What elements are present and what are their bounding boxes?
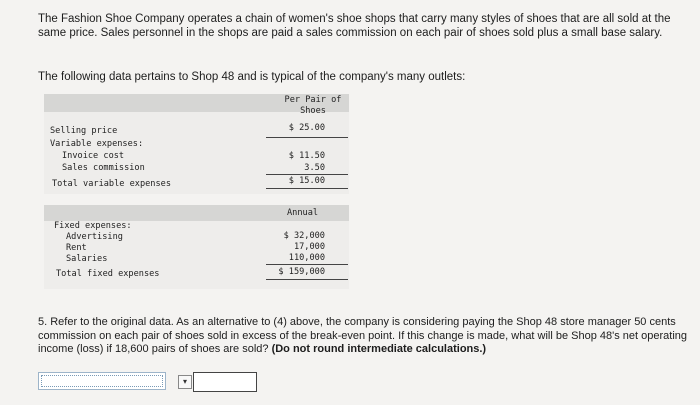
advertising-label: Advertising: [66, 232, 123, 242]
answer-row: [38, 372, 213, 390]
invoice-cost-label: Invoice cost: [62, 151, 125, 161]
per-pair-header-line2: Shoes: [300, 106, 326, 116]
answer-amount-input[interactable]: [193, 372, 257, 392]
variable-expenses-label: Variable expenses:: [50, 139, 144, 149]
salaries-value: 110,000: [288, 253, 325, 263]
rule: [266, 279, 348, 280]
salaries-label: Salaries: [66, 254, 108, 264]
selling-price-label: Selling price: [50, 126, 118, 136]
rule: [266, 188, 348, 189]
total-variable-value: $ 15.00: [288, 176, 325, 186]
data-intro-line: The following data pertains to Shop 48 and is typical of the company's many outlets:: [38, 71, 466, 83]
per-pair-table: [44, 94, 349, 194]
question-5: [38, 316, 688, 357]
invoice-cost-value: $ 11.50: [288, 151, 325, 161]
annual-table: [44, 205, 349, 289]
total-fixed-value: $ 159,000: [278, 267, 325, 277]
total-fixed-label: Total fixed expenses: [56, 269, 160, 279]
rule: [266, 137, 348, 138]
per-pair-header: [269, 95, 357, 117]
chevron-down-icon[interactable]: ▾: [178, 375, 192, 389]
dropdown-focus-outline: [41, 375, 163, 387]
sales-commission-label: Sales commission: [62, 163, 145, 173]
question-emphasis: (Do not round intermediate calculations.): [271, 343, 487, 355]
intro-paragraph: The Fashion Shoe Company operates a chain of women's shoe shops that carry many styles of shoes that are all sold at the same price. Sales personnel in the shops are paid a sales commission on each pair of shoes sold plus a small base salary.: [38, 13, 671, 39]
rule: [266, 264, 348, 265]
total-variable-label: Total variable expenses: [52, 179, 171, 189]
fixed-expenses-label: Fixed expenses:: [54, 221, 132, 231]
sales-commission-value: 3.50: [304, 163, 325, 173]
per-pair-header-line1: Per Pair of: [284, 95, 342, 105]
question-text: 5. Refer to the original data. As an alternative to (4) above, the company is considering paying the Shop 48 store manager 50 cents commission on each pair of shoes sold in excess of the break-even point. If this change is made, what will be Shop 48's net operating income (loss) if 18,600 pairs of shoes are sold?: [38, 316, 688, 355]
answer-label-dropdown[interactable]: [38, 372, 166, 390]
rule: [266, 174, 348, 175]
selling-price-value: $ 25.00: [288, 123, 325, 133]
rent-label: Rent: [66, 243, 87, 253]
advertising-value: $ 32,000: [283, 231, 325, 241]
annual-header: Annual: [287, 208, 319, 218]
rent-value: 17,000: [293, 242, 325, 252]
